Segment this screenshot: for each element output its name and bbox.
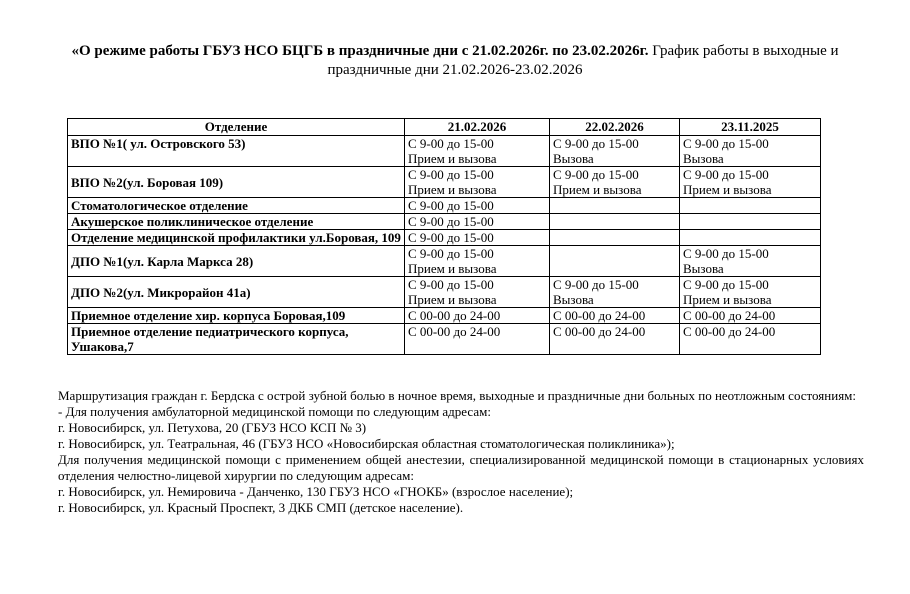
cell-service: Прием и вызова	[408, 292, 497, 307]
table-row	[68, 324, 821, 355]
empty-cell	[680, 214, 821, 230]
cell-hours: С 00-00 до 24-00	[683, 308, 776, 323]
document-title	[30, 42, 880, 80]
header-department: Отделение	[68, 119, 405, 136]
schedule-cell	[405, 246, 550, 277]
table-header-row	[68, 119, 821, 136]
empty-cell	[680, 230, 821, 246]
routing-notes	[58, 388, 864, 516]
schedule-cell	[405, 230, 550, 246]
cell-hours: С 9-00 до 15-00	[408, 246, 494, 261]
table-row	[68, 214, 821, 230]
note-paragraph: г. Новосибирск, ул. Немировича - Данченко, 130 ГБУЗ НСО «ГНОКБ» (взрослое население);	[58, 484, 574, 499]
schedule-cell	[680, 324, 821, 355]
empty-cell	[680, 198, 821, 214]
dept-cell: Приемное отделение хир. корпуса Боровая,109	[68, 308, 405, 324]
cell-hours: С 9-00 до 15-00	[683, 246, 769, 261]
table-row	[68, 246, 821, 277]
cell-hours: С 9-00 до 15-00	[553, 136, 639, 151]
cell-hours: С 00-00 до 24-00	[683, 324, 776, 339]
cell-hours: С 9-00 до 15-00	[408, 198, 494, 213]
schedule-cell	[405, 324, 550, 355]
note-paragraph: г. Новосибирск, ул. Театральная, 46 (ГБУЗ НСО «Новосибирская областная стоматологическая поликлиника»);	[58, 436, 675, 451]
cell-hours: С 9-00 до 15-00	[683, 136, 769, 151]
cell-hours: С 9-00 до 15-00	[408, 277, 494, 292]
note-paragraph: г. Новосибирск, ул. Красный Проспект, 3 ДКБ СМП (детское население).	[58, 500, 464, 515]
title-bold-part: «О режиме работы ГБУЗ НСО БЦГБ в праздничные дни с 21.02.2026г. по 23.02.2026г.	[71, 43, 649, 59]
schedule-cell	[680, 167, 821, 198]
schedule-cell	[680, 277, 821, 308]
schedule-cell	[405, 308, 550, 324]
cell-service: Вызова	[553, 292, 594, 307]
cell-hours: С 9-00 до 15-00	[408, 214, 494, 229]
note-paragraph: - Для получения амбулаторной медицинской помощи по следующим адресам:	[58, 404, 491, 419]
table-row	[68, 230, 821, 246]
cell-hours: С 9-00 до 15-00	[408, 136, 494, 151]
cell-hours: С 00-00 до 24-00	[408, 308, 501, 323]
empty-cell	[550, 230, 680, 246]
table-row	[68, 308, 821, 324]
dept-cell: ВПО №1( ул. Островского 53)	[68, 136, 405, 167]
cell-hours: С 00-00 до 24-00	[553, 324, 646, 339]
cell-hours: С 9-00 до 15-00	[553, 277, 639, 292]
header-date-1: 21.02.2026	[405, 119, 550, 136]
cell-hours: С 9-00 до 15-00	[553, 167, 639, 182]
schedule-cell	[680, 136, 821, 167]
dept-cell: Отделение медицинской профилактики ул.Боровая, 109	[68, 230, 405, 246]
empty-cell	[550, 214, 680, 230]
cell-service: Прием и вызова	[408, 151, 497, 166]
schedule-cell	[550, 324, 680, 355]
dept-cell: ДПО №1(ул. Карла Маркса 28)	[68, 246, 405, 277]
schedule-cell	[550, 136, 680, 167]
table-row	[68, 198, 821, 214]
schedule-cell	[680, 308, 821, 324]
header-date-2: 22.02.2026	[550, 119, 680, 136]
cell-hours: С 9-00 до 15-00	[683, 277, 769, 292]
cell-service: Прием и вызова	[683, 292, 772, 307]
cell-hours: С 9-00 до 15-00	[408, 167, 494, 182]
note-paragraph: Для получения медицинской помощи с применением общей анестезии, специализированной медицинской помощи в стационарных условиях отделения челюстно-лицевой хирургии по следующим адресам:	[58, 452, 864, 483]
cell-service: Прием и вызова	[553, 182, 642, 197]
schedule-cell	[550, 167, 680, 198]
empty-cell	[550, 246, 680, 277]
cell-service: Вызова	[683, 261, 724, 276]
dept-cell: Приемное отделение педиатрического корпуса, Ушакова,7	[68, 324, 405, 355]
note-paragraph: г. Новосибирск, ул. Петухова, 20 (ГБУЗ НСО КСП № 3)	[58, 420, 367, 435]
header-date-3: 23.11.2025	[680, 119, 821, 136]
schedule-cell	[405, 198, 550, 214]
note-paragraph: Маршрутизация граждан г. Бердска с острой зубной болью в ночное время, выходные и праздничные дни больных по неотложным состояниям:	[58, 388, 857, 403]
table-row	[68, 167, 821, 198]
cell-hours: С 00-00 до 24-00	[408, 324, 501, 339]
dept-cell: Акушерское поликлиническое отделение	[68, 214, 405, 230]
cell-service: Вызова	[683, 151, 724, 166]
cell-hours: С 9-00 до 15-00	[408, 230, 494, 245]
title-normal-part: График работы в выходные и праздничные дни 21.02.2026-23.02.2026	[327, 43, 839, 78]
cell-service: Прием и вызова	[408, 261, 497, 276]
dept-cell: Стоматологическое отделение	[68, 198, 405, 214]
schedule-cell	[405, 167, 550, 198]
cell-hours: С 9-00 до 15-00	[683, 167, 769, 182]
cell-hours: С 00-00 до 24-00	[553, 308, 646, 323]
schedule-cell	[405, 277, 550, 308]
dept-cell: ВПО №2(ул. Боровая 109)	[68, 167, 405, 198]
schedule-cell	[405, 136, 550, 167]
cell-service: Прием и вызова	[683, 182, 772, 197]
cell-service: Прием и вызова	[408, 182, 497, 197]
table-row	[68, 136, 821, 167]
schedule-cell	[550, 277, 680, 308]
schedule-cell	[680, 246, 821, 277]
cell-service: Вызова	[553, 151, 594, 166]
table-row	[68, 277, 821, 308]
schedule-table	[67, 118, 821, 355]
schedule-cell	[405, 214, 550, 230]
schedule-cell	[550, 308, 680, 324]
dept-cell: ДПО №2(ул. Микрорайон 41а)	[68, 277, 405, 308]
empty-cell	[550, 198, 680, 214]
